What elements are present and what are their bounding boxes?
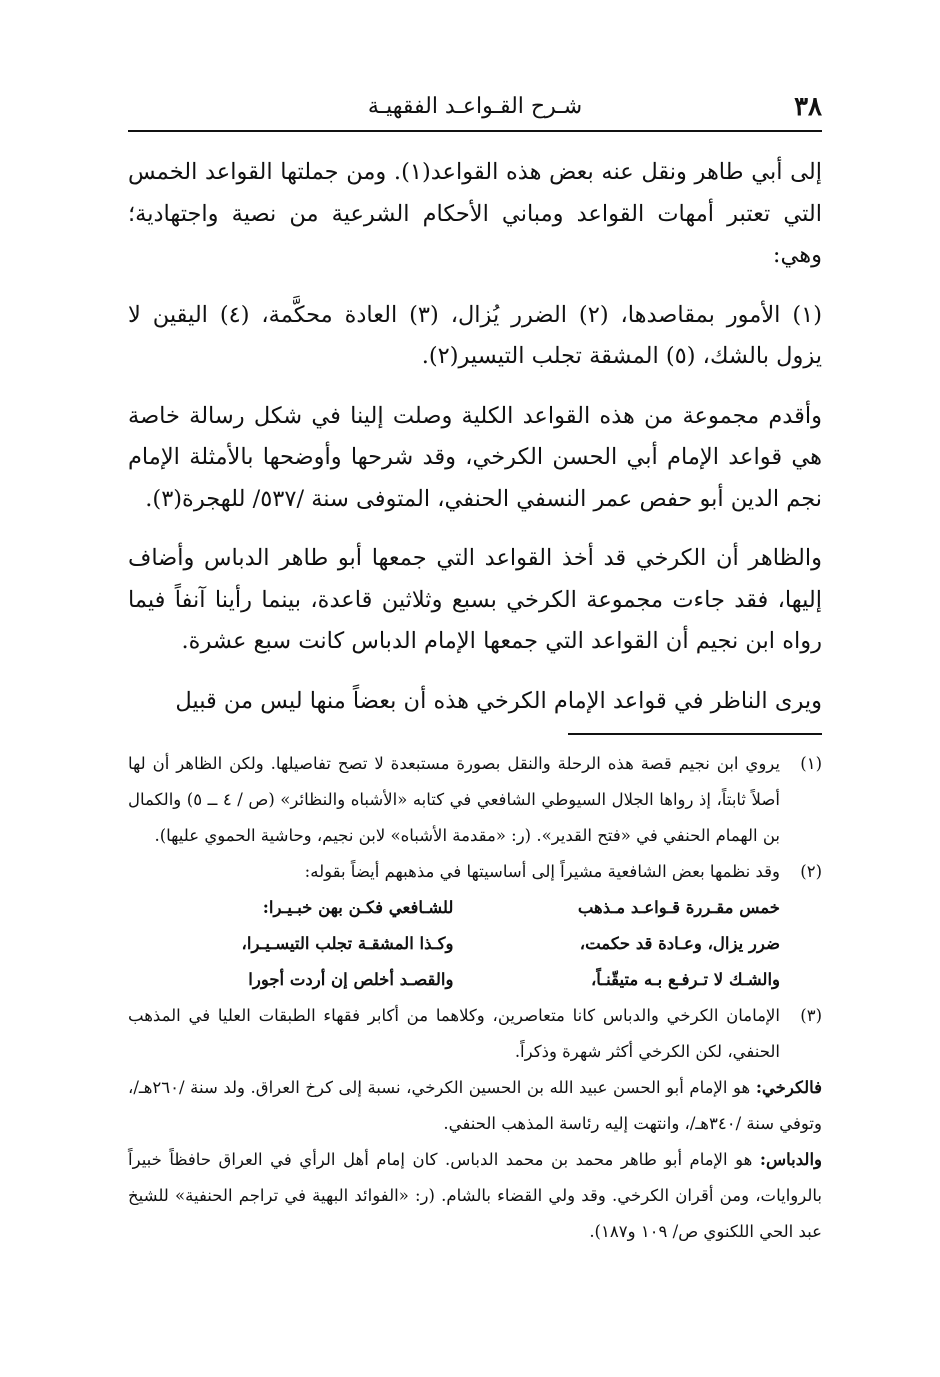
verse-hemistich: والشـك لا تـرفـع بـه متيقّنـاً، <box>590 970 780 989</box>
footnote-number: (٣) <box>800 1006 822 1025</box>
page-number: ٣٨ <box>794 92 822 122</box>
bio-dabbas <box>128 1142 822 1250</box>
verse-hemistich: للشـافعي فكـن بهن خبـيـرا: <box>262 898 454 917</box>
paragraph: وأقدم مجموعة من هذه القواعد الكلية وصلت إلينا في شكل رسالة خاصة هي قواعد الإمام أبي الحسن الكرخي، وقد شرحها وأوضحها بالأمثلة الإمام نجم الدين أبو حفص عمر النسفي الحنفي، المتوفى سنة /٥٣٧/ للهجرة(٣). <box>128 402 822 512</box>
poem-verse <box>128 962 780 998</box>
poem-verse <box>128 926 780 962</box>
bio-karkhi <box>128 1070 822 1142</box>
verse-hemistich: وكـذا المشقـة تجلب التيسـيـرا، <box>241 934 454 953</box>
footnote-text: وقد نظمها بعض الشافعية مشيراً إلى أساسيتها في مذهبهم أيضاً بقوله: <box>304 862 780 881</box>
footnote-number: (١) <box>800 754 822 773</box>
footnote-separator <box>568 733 822 735</box>
page-header <box>128 90 822 132</box>
running-title: شـرح القـواعـد الفقهيـة <box>367 94 583 119</box>
main-text <box>128 152 822 740</box>
poem <box>128 890 822 998</box>
paragraph: (١) الأمور بمقاصدها، (٢) الضرر يُزال، (٣) العادة محكَّمة، (٤) اليقين لا يزول بالشك، (٥) المشقة تجلب التيسير(٢). <box>128 301 822 369</box>
footnote-text: الإمامان الكرخي والدباس كانا متعاصرين، وكلاهما من أكابر فقهاء الطبقات العليا في المذهب الحنفي، لكن الكرخي أكثر شهرة وذكراً. <box>128 1006 780 1061</box>
footnote-3 <box>128 998 822 1070</box>
bio-label: والدباس: <box>759 1150 822 1169</box>
paragraph: ويرى الناظر في قواعد الإمام الكرخي هذه أن بعضاً منها ليس من قبيل <box>175 687 822 714</box>
footnote-text: يروي ابن نجيم قصة هذه الرحلة والنقل بصورة مستبعدة لا تصح تفاصيلها. ولكن الظاهر أن لها أصلاً ثابتاً، إذ رواها الجلال السيوطي الشافعي في كتابه «الأشباه والنظائر» (ص / ٤ ــ ٥) والكمال بن الهمام الحنفي في «فتح القدير». (ر: «مقدمة الأشباه» لابن نجيم، وحاشية الحموي عليها). <box>128 754 781 845</box>
bio-text: هو الإمام أبو الحسن عبيد الله بن الحسين الكرخي، نسبة إلى كرخ العراق. ولد سنة /٢٦٠هـ/، وتوفي سنة /٣٤٠هـ/، وانتهت إليه رئاسة المذهب الحنفي. <box>128 1078 822 1133</box>
bio-label: فالكرخي: <box>755 1078 823 1097</box>
bio-text: هو الإمام أبو طاهر محمد بن محمد الدباس. كان إمام أهل الرأي في العراق حافظاً خبيراً بالروايات، ومن أقران الكرخي. وقد ولي القضاء بالشام. (ر: «الفوائد البهية في تراجم الحنفية» للشيخ عبد الحي اللكنوي ص/ ١٠٩ و١٨٧). <box>128 1150 822 1241</box>
footnote-2 <box>128 854 822 890</box>
footnote-number: (٢) <box>800 862 822 881</box>
paragraph: والظاهر أن الكرخي قد أخذ القواعد التي جمعها أبو طاهر الدباس وأضاف إليها، فقد جاءت مجموعة الكرخي بسبع وثلاثين قاعدة، بينما رأينا آنفاً فيما رواه ابن نجيم أن القواعد التي جمعها الإمام الدباس كانت سبع عشرة. <box>128 545 822 654</box>
poem-verse <box>128 890 780 926</box>
verse-hemistich: والقصـد أخلص إن أردت أجورا <box>248 970 454 989</box>
footnotes <box>128 746 822 1250</box>
paragraph: إلى أبي طاهر ونقل عنه بعض هذه القواعد(١). ومن جملتها القواعد الخمس التي تعتبر أمهات القواعد ومباني الأحكام الشرعية من نصية واجتهادية؛ وهي: <box>128 159 822 268</box>
verse-hemistich: ضرر يزال، وعـادة قد حكمت، <box>579 934 780 953</box>
footnote-1 <box>128 746 822 854</box>
verse-hemistich: خمس مقـررة قـواعـد مـذهب <box>577 898 780 917</box>
